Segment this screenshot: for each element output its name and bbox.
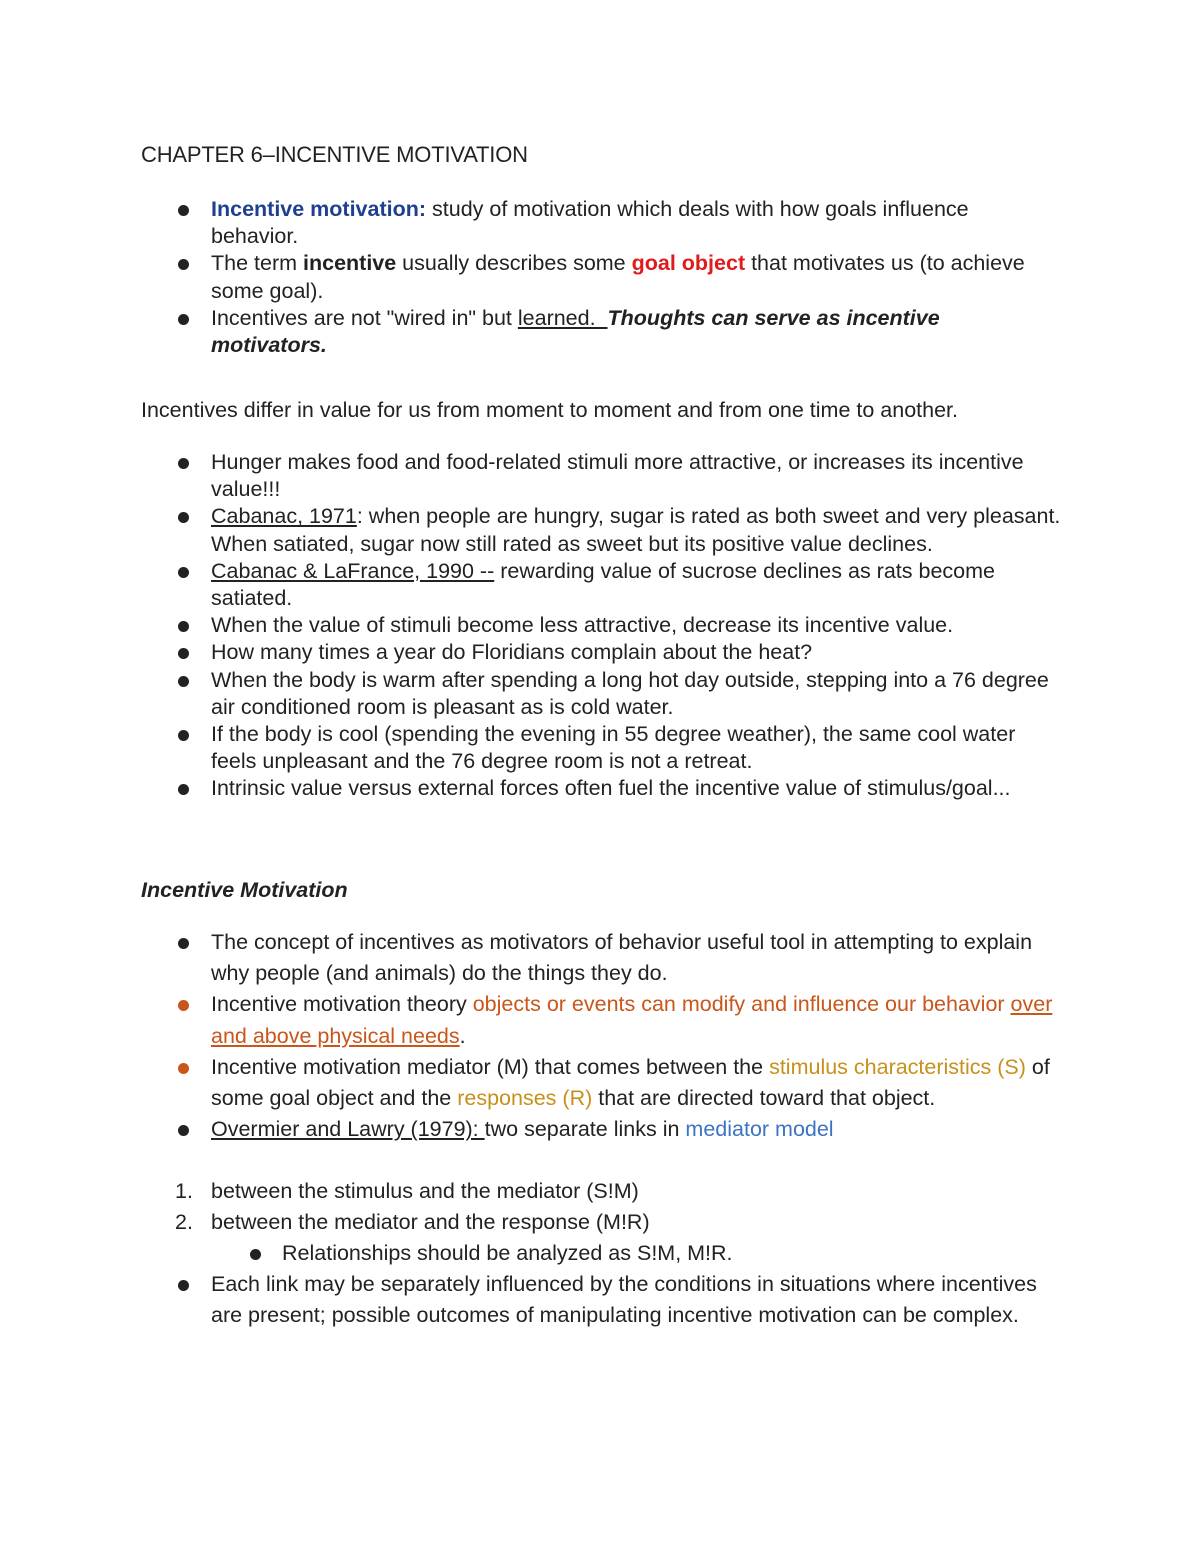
text-span: The term	[211, 251, 303, 276]
text-span: Incentive motivation theory	[211, 992, 473, 1017]
bold-term: incentive	[303, 251, 397, 276]
bullet-icon	[178, 1000, 189, 1011]
item-text: Each link may be separately influenced by the conditions in situations where incentives are present; possible outcomes of manipulating incentive motivation can be complex.	[211, 1272, 1037, 1328]
item-text: rewarding value of sucrose declines as rats become satiated.	[211, 558, 995, 611]
list-item	[0, 250, 1061, 304]
bullet-icon	[178, 1125, 189, 1136]
term-incentive-motivation: Incentive motivation:	[211, 197, 427, 221]
paragraph: Incentives differ in value for us from moment to moment and from one time to another.	[141, 398, 958, 422]
definition-list	[0, 196, 1061, 359]
text-span: that are directed toward that object.	[592, 1086, 936, 1111]
orange-text: objects or events can modify and influence our behavior	[472, 992, 1011, 1017]
numbered-list	[0, 1176, 1061, 1238]
item-text: When the body is warm after spending a long hot day outside, stepping into a 76 degree air conditioned room is pleasant as is cold water.	[211, 667, 1049, 719]
list-item	[0, 305, 1061, 359]
list-item	[0, 1114, 1061, 1145]
bullet-icon	[178, 784, 189, 795]
item-number: 2.	[175, 1210, 193, 1235]
list-item	[0, 721, 1061, 775]
list-item	[0, 1238, 1132, 1269]
list-item	[0, 558, 1061, 612]
list-item	[0, 1052, 1061, 1114]
incentive-list	[0, 927, 1061, 1145]
bullet-icon	[178, 259, 189, 270]
bullet-icon	[250, 1249, 261, 1260]
item-text: The concept of incentives as motivators of behavior useful tool in attempting to explain why people (and animals) do the things they do.	[211, 930, 1033, 986]
highlight-goal-object: goal object	[631, 251, 746, 276]
bullet-icon	[178, 314, 189, 325]
chapter-title: CHAPTER 6–INCENTIVE MOTIVATION	[141, 142, 528, 167]
item-text: Relationships should be analyzed as S!M, M!R.	[282, 1241, 733, 1265]
underlined-text: learned.	[517, 305, 608, 330]
text-span: usually describes some	[396, 251, 632, 276]
item-text: How many times a year do Floridians complain about the heat?	[211, 640, 813, 665]
text-span: Incentive motivation mediator (M) that comes between the	[211, 1054, 770, 1079]
text-span: Incentives are not "wired in" but	[211, 305, 518, 330]
list-item	[0, 989, 1061, 1051]
bullet-icon	[178, 567, 189, 578]
emphasis-text: Thoughts can serve as incentive motivators.	[211, 305, 940, 358]
bullet-icon	[178, 458, 189, 469]
sub-list	[0, 1238, 1132, 1269]
text-span: of some goal object and the	[211, 1054, 1050, 1111]
item-text: When the value of stimuli become less attractive, decrease its incentive value.	[211, 613, 954, 638]
section-heading: Incentive Motivation	[141, 878, 348, 902]
item-number: 1.	[175, 1179, 193, 1203]
numbered-item	[0, 1207, 1061, 1238]
gold-text: stimulus characteristics (S)	[769, 1054, 1026, 1079]
text-span: that motivates us (to achieve some goal).	[211, 251, 1025, 303]
bullet-icon	[178, 676, 189, 687]
blue-text: mediator model	[685, 1117, 834, 1142]
citation: Cabanac, 1971	[211, 504, 357, 529]
list-item	[0, 775, 1061, 802]
list-item	[0, 449, 1061, 503]
item-text: between the mediator and the response (M!R)	[211, 1210, 650, 1235]
item-text: : when people are hungry, sugar is rated as both sweet and very pleasant. When satiated, sugar now still rated as sweet but its positive value declines.	[211, 504, 1061, 556]
bullet-icon	[178, 205, 189, 216]
text-span: two separate links in	[484, 1117, 686, 1142]
list-item	[0, 639, 1061, 666]
list-item	[0, 503, 1061, 557]
item-text: If the body is cool (spending the evening in 55 degree weather), the same cool water feels unpleasant and the 76 degree room is not a retreat.	[211, 722, 1016, 774]
conclusion-list	[0, 1269, 1061, 1331]
bullet-icon	[178, 621, 189, 632]
gold-text: responses (R)	[457, 1086, 593, 1111]
item-text: Intrinsic value versus external forces often fuel the incentive value of stimulus/goal...	[211, 776, 1011, 801]
item-text: Hunger makes food and food-related stimuli more attractive, or increases its incentive value!!!	[211, 450, 1024, 502]
bullet-icon	[178, 1280, 189, 1291]
list-item	[0, 196, 1061, 250]
numbered-item	[0, 1176, 1061, 1207]
list-item	[0, 667, 1061, 721]
text-span: .	[459, 1023, 466, 1048]
list-item	[0, 612, 1061, 639]
value-list	[0, 449, 1061, 803]
orange-underlined-text: over and above physical needs	[211, 992, 1053, 1048]
list-item	[0, 927, 1061, 989]
bullet-icon	[178, 938, 189, 949]
item-text: between the stimulus and the mediator (S!M)	[211, 1179, 639, 1203]
definition-text: study of motivation which deals with how goals influence behavior.	[211, 197, 969, 249]
citation: Overmier and Lawry (1979):	[211, 1117, 485, 1142]
list-item	[0, 1269, 1061, 1331]
citation: Cabanac & LaFrance, 1990 --	[211, 558, 495, 583]
bullet-icon	[178, 648, 189, 659]
bullet-icon	[178, 730, 189, 741]
bullet-icon	[178, 1063, 189, 1074]
bullet-icon	[178, 512, 189, 523]
